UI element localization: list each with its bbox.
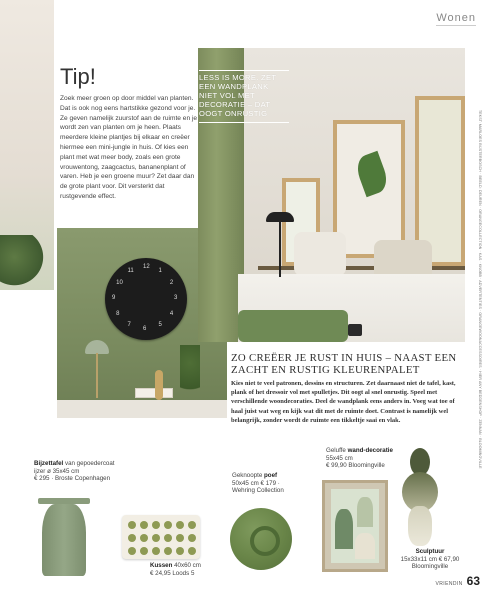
side-table-image	[38, 498, 90, 576]
clock-numeral: 2	[169, 279, 174, 286]
product-name: Sculptuur	[415, 548, 445, 555]
pull-quote	[199, 70, 289, 123]
product-name: Kussen	[150, 562, 173, 569]
tip-body: Zoek meer groen op door middel van planten. Dat is ook nog eens hartstikke gezond voor je. Ze geven namelijk zuurstof aan de ruimte en je wordt zen van planten om je heen. Plaats meerdere kleine plantjes bij elkaar en creëer hiermee een mini-jungle in huis. Of kies een plant met wat meer body, zoals een grote vrouwentong, zaagcactus, bananenplant of varen. Heb je een groene muur? Zet daar dan de grote plant voor. Dit versterkt dat rustgevende effect.	[60, 95, 198, 200]
clock-numeral: 6	[143, 326, 147, 332]
room-photo-left	[0, 0, 54, 290]
article	[231, 352, 463, 425]
blanket-image	[238, 310, 348, 342]
tip-title: Tip!	[60, 64, 96, 89]
clock-numeral: 4	[169, 310, 174, 317]
product-label-poef	[232, 472, 312, 495]
wall-decoration-image	[322, 480, 388, 572]
product-label-bijzettafel	[34, 460, 124, 483]
pull-quote-text: LESS IS MORE. ZET EEN WANDPLANK NIET VOL MET DECORATIE – DAT OOGT ONRUSTIG	[199, 73, 277, 118]
product-price: Bloomingville	[411, 563, 449, 571]
page-footer	[436, 574, 480, 588]
clock-numeral: 8	[116, 310, 120, 317]
clock-numeral: 3	[174, 295, 178, 301]
product-pre: Geknoopte	[232, 472, 263, 479]
hanging-plant-image	[180, 345, 200, 405]
product-name: poef	[264, 472, 278, 479]
clock-numeral: 11	[127, 268, 134, 275]
product-desc: 40x60 cm	[174, 562, 201, 569]
product-desc: 50x45 cm € 179 ·	[232, 479, 280, 487]
table-lamp-stem	[96, 353, 98, 398]
product-price: € 295 · Broste Copenhagen	[34, 475, 111, 483]
mug-image	[348, 324, 362, 336]
product-desc: 15x33x11 cm € 67,90	[400, 555, 460, 563]
product-label-kussen	[150, 562, 230, 577]
article-body: Kies niet te veel patronen, dessins en structuren. Zet daarnaast niet de tafel, kast, plank of het dressoir vol met spulletjes. Dit oogt al snel onrustig. Speel met verschillende woondecoraties. Deel de wandplank eens anders in. Voeg wat toe of haal juist wat weg en kijk wat dit met de ruimte doet. Contrast is namelijk wel belangrijk, zonder wordt de ruimte een tikkeltje saai en vlak.	[231, 380, 456, 424]
product-price: € 24,95 Loods 5	[150, 569, 195, 577]
product-label-wanddecoratie	[326, 447, 406, 470]
sculpture-image	[402, 448, 438, 546]
page-number: 63	[466, 574, 480, 588]
article-title: ZO CREËER JE RUST IN HUIS – NAAST EEN ZACHT EN RUSTIG KLEURENPALET	[231, 352, 457, 376]
clock-numeral: 10	[116, 279, 123, 286]
product-pre: Geluffe	[326, 447, 346, 454]
leaf-illustration	[353, 151, 391, 197]
shelf-image	[57, 400, 227, 418]
clock-numeral: 5	[158, 321, 162, 328]
books-image	[135, 388, 173, 398]
photo-credit-text: TEKST: MARLOES BIJSTERBOSCH · BEELD: DEUREN · ORANGECOLLECTION · KAS · KNOBB · ADVERTENTIES · ORANGEWOONACCESSOIRES · HIER ANY BEDDENSHOP · ZENNAN · BLOOMINGVILLE	[478, 110, 482, 469]
plant-image	[0, 235, 48, 290]
clock-numeral: 1	[158, 268, 162, 275]
product-label-sculptuur	[395, 548, 465, 571]
candle-holder-image	[155, 370, 163, 400]
pillow-image	[294, 232, 346, 276]
pouf-image	[230, 508, 292, 570]
product-name: wand-decoratie	[347, 447, 393, 454]
magazine-name: VRIENDIN	[435, 581, 463, 587]
product-desc: van gepoedercoat ijzer ø 35x45 cm	[34, 460, 115, 475]
product-price: € 99,90 Bloomingville	[326, 462, 385, 470]
section-label: Wonen	[436, 12, 476, 24]
tip-box	[60, 64, 200, 202]
product-price: Wehring Collection	[232, 487, 284, 495]
cushion-image	[122, 515, 200, 559]
clock-numeral: 9	[112, 295, 116, 301]
product-desc: 55x45 cm	[326, 454, 353, 462]
bedside-lamp-stem	[279, 221, 281, 277]
clock-numeral: 12	[143, 264, 150, 270]
clock-numeral: 7	[127, 321, 131, 328]
picture-ledge	[258, 266, 465, 270]
photo-credit	[478, 110, 482, 570]
product-name: Bijzettafel	[34, 460, 64, 467]
wall-clock-image	[105, 258, 187, 340]
